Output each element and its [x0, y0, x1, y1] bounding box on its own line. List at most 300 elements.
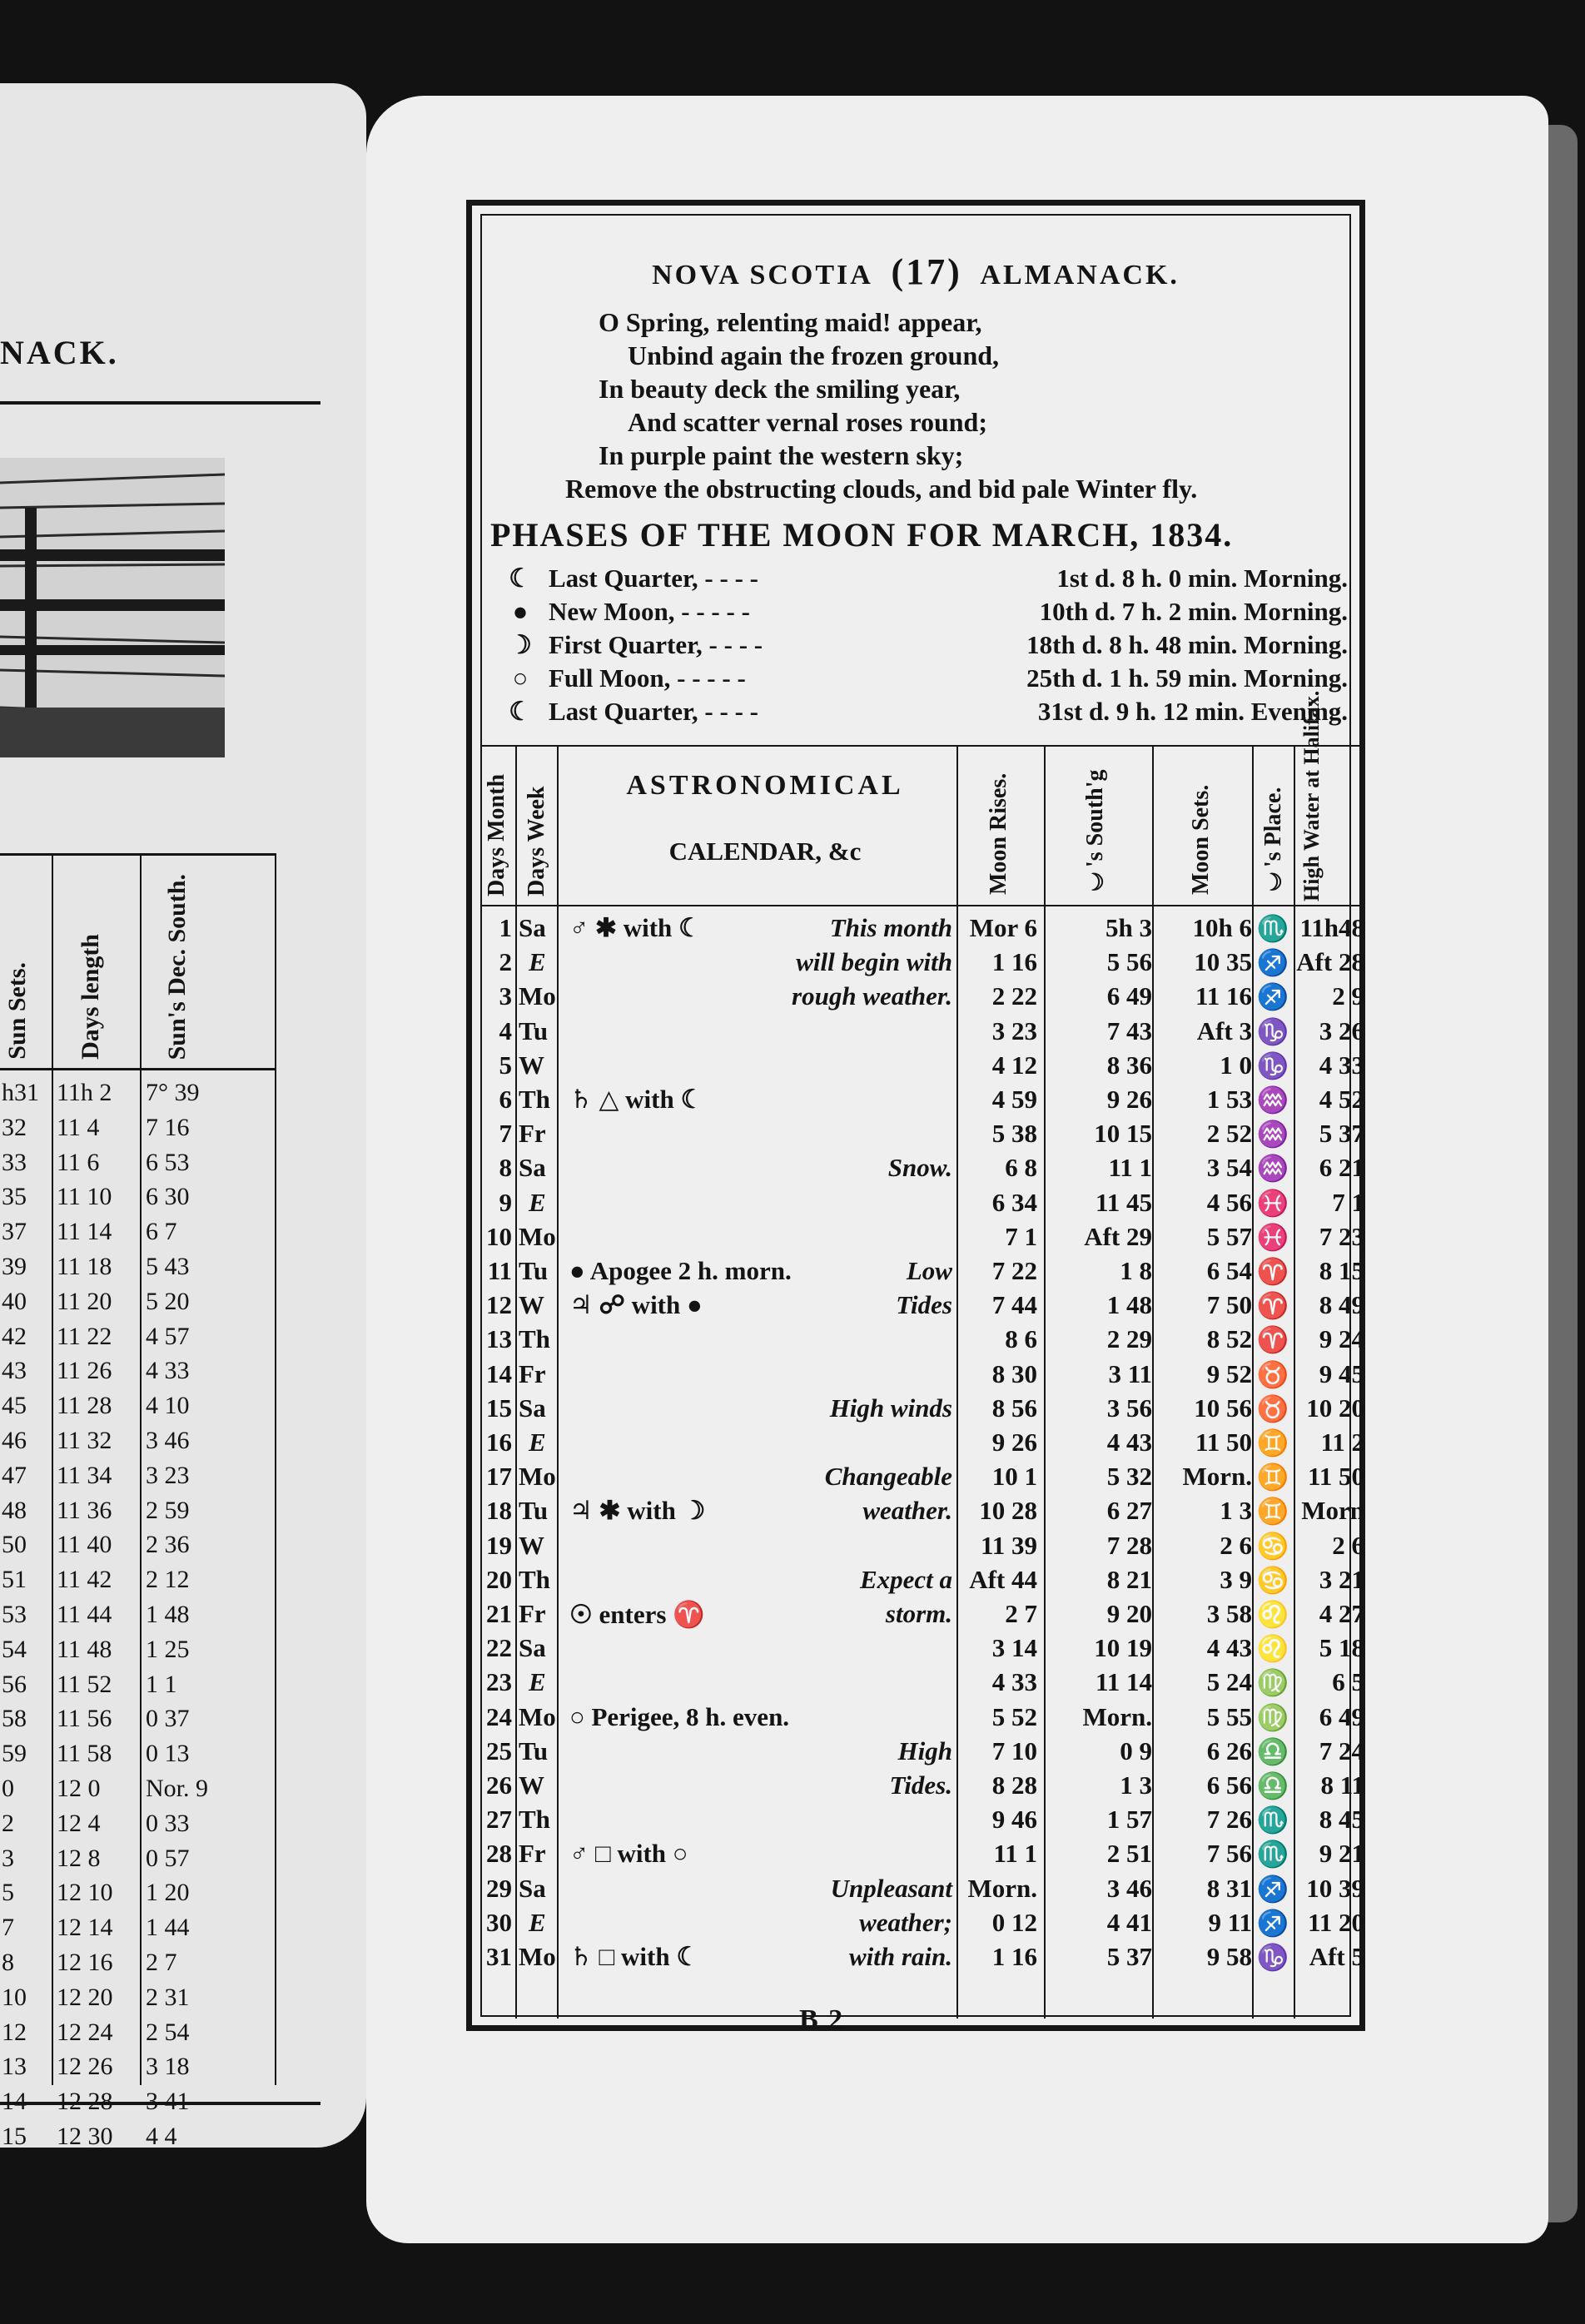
header-right: ALMANACK.	[980, 260, 1180, 290]
left-table-row	[0, 1632, 275, 1667]
page-header	[482, 251, 1349, 293]
moon-place-sign: ♓	[1256, 1188, 1289, 1218]
moon-rises: 0 12	[991, 1907, 1037, 1937]
page-number: (17)	[891, 251, 962, 292]
weather-note: storm.	[885, 1599, 952, 1628]
moon-rises: 2 7	[1005, 1599, 1037, 1628]
moon-phase-name: Last Quarter, - - - -	[549, 697, 758, 726]
moon-sets: 2 52	[1206, 1119, 1252, 1149]
moon-sets: 1 0	[1220, 1050, 1252, 1080]
left-table-cell: 11 6	[57, 1148, 100, 1176]
signature-mark: B 2	[799, 2004, 845, 2035]
day-of-week: Sa	[519, 1153, 546, 1183]
left-table-cell: 4 33	[146, 1357, 190, 1385]
left-table-cell: 53	[2, 1600, 27, 1628]
moon-place-sign: ♑	[1256, 1943, 1289, 1972]
phases-title: PHASES OF THE MOON FOR MARCH, 1834.	[490, 516, 1234, 554]
day-of-week: Mo	[519, 1942, 556, 1971]
moon-place-sign: ♈	[1256, 1291, 1289, 1321]
moon-southing: 5 32	[1106, 1462, 1152, 1492]
moon-phase-time: 1st d. 8 h. 0 min. Morning.	[1056, 564, 1348, 593]
left-table-row	[0, 2119, 275, 2148]
high-water: 8 11	[1320, 1770, 1364, 1800]
moon-sets: 10 35	[1194, 947, 1252, 977]
left-table-row	[0, 1110, 275, 1145]
moon-southing: 3 56	[1106, 1393, 1152, 1423]
left-page-title: NACK.	[0, 334, 119, 371]
moon-sets: Aft 3	[1196, 1016, 1252, 1045]
moon-place-sign: ♐	[1256, 1908, 1289, 1938]
left-table-row	[0, 1736, 275, 1771]
day-of-month: 17	[486, 1462, 512, 1492]
left-table-cell: 46	[2, 1426, 27, 1454]
calendar-row	[482, 1803, 1364, 1837]
left-table-cell: 11 52	[57, 1670, 112, 1698]
poem-line: And scatter vernal roses round;	[628, 407, 987, 437]
high-water: 9 45	[1319, 1358, 1364, 1388]
left-table-cell: 7 16	[146, 1113, 190, 1141]
left-table-row	[0, 1179, 275, 1214]
day-of-month: 30	[486, 1907, 512, 1937]
day-of-week: Mo	[519, 1701, 556, 1731]
left-table-cell: 11 56	[57, 1705, 112, 1733]
moon-place-sign: ♋	[1256, 1565, 1289, 1595]
left-table-cell: 11 20	[57, 1287, 112, 1315]
astronomical-event: ♃ ☍ with ●	[569, 1290, 703, 1320]
left-table-cell: 59	[2, 1740, 27, 1768]
high-water: 7 23	[1319, 1221, 1364, 1251]
moon-southing: 11 14	[1095, 1667, 1152, 1697]
moon-phase-row	[507, 597, 1348, 630]
moon-rises: 4 59	[991, 1085, 1037, 1114]
left-table-cell: 54	[2, 1635, 27, 1663]
day-of-month: 9	[499, 1187, 512, 1217]
moon-southing: 3 11	[1108, 1358, 1152, 1388]
left-table-cell: 43	[2, 1357, 27, 1385]
day-of-month: 16	[486, 1428, 512, 1457]
moon-rises: 4 12	[991, 1050, 1037, 1080]
day-of-week: Th	[519, 1324, 550, 1354]
day-of-week: Sa	[519, 1633, 546, 1663]
day-of-month: 22	[486, 1633, 512, 1663]
left-table-cell: 56	[2, 1670, 27, 1698]
moon-rises: 1 16	[991, 947, 1037, 977]
astronomical-event: ♃ ✱ with ☽	[569, 1496, 706, 1526]
left-table-cell: 12 0	[57, 1774, 101, 1802]
weather-note: Unpleasant	[830, 1873, 952, 1903]
table-top-rule	[482, 745, 1364, 747]
moon-sets: 11 50	[1195, 1428, 1252, 1457]
moon-phase-icon: ●	[512, 597, 529, 626]
day-of-week: Tu	[519, 1256, 549, 1285]
high-water: 11 50	[1307, 1462, 1364, 1492]
left-table-cell: 0 13	[146, 1740, 190, 1768]
moon-southing: 6 27	[1106, 1496, 1152, 1526]
moon-rises: 8 6	[1005, 1324, 1037, 1354]
left-table-row	[0, 1214, 275, 1249]
high-water: 11 20	[1307, 1907, 1364, 1937]
left-table-cell: 15	[2, 2122, 27, 2148]
weather-note: High	[897, 1736, 952, 1765]
left-header-suns-dec: Sun's Dec. South.	[163, 873, 191, 1060]
left-table-cell: 12	[2, 2018, 27, 2046]
calendar-row	[482, 1529, 1364, 1563]
moon-southing: 10 19	[1094, 1633, 1152, 1663]
calendar-row	[482, 1117, 1364, 1151]
left-table-row	[0, 1527, 275, 1562]
astronomical-event: ♄ □ with ☾	[569, 1942, 700, 1971]
left-table-cell: 4 10	[146, 1392, 190, 1420]
left-table-cell: 12 24	[57, 2018, 113, 2046]
moon-southing: 9 26	[1106, 1085, 1152, 1114]
moon-southing: 2 29	[1106, 1324, 1152, 1354]
left-table-cell: 5 20	[146, 1287, 190, 1315]
day-of-month: 27	[486, 1805, 512, 1835]
moon-place-sign: ♓	[1256, 1222, 1289, 1252]
moon-place-sign: ♏	[1256, 1840, 1289, 1870]
moon-rises: Mor 6	[969, 913, 1037, 942]
high-water: 7 1	[1332, 1187, 1364, 1217]
day-of-month: 31	[486, 1942, 512, 1971]
high-water: 8 49	[1319, 1290, 1364, 1320]
calendar-row	[482, 1426, 1364, 1460]
weather-note: weather.	[862, 1496, 952, 1526]
left-table-cell: 11 28	[57, 1392, 112, 1420]
left-table-row	[0, 1075, 275, 1110]
moon-rises: 1 16	[991, 1942, 1037, 1971]
left-table-row	[0, 1980, 275, 2015]
header-calendar: CALENDAR, &c	[668, 837, 862, 866]
day-of-month: 18	[486, 1496, 512, 1526]
left-table-cell: 1 48	[146, 1600, 190, 1628]
calendar-row	[482, 1666, 1364, 1700]
left-table-row	[0, 1319, 275, 1354]
day-of-week: W	[519, 1770, 544, 1800]
high-water: Aft 5	[1309, 1942, 1364, 1971]
left-table-row	[0, 1249, 275, 1284]
high-water: 6 49	[1319, 1701, 1364, 1731]
weather-note: weather;	[859, 1907, 952, 1937]
moon-place-sign: ♍	[1256, 1702, 1289, 1732]
moon-place-sign: ♐	[1256, 948, 1289, 978]
moon-southing: 5h 3	[1106, 913, 1152, 942]
day-of-week: E	[529, 1667, 546, 1697]
left-table-cell: 1 44	[146, 1914, 190, 1942]
moon-phase-icon: ☽	[509, 630, 532, 659]
left-table-cell: 1 25	[146, 1635, 190, 1663]
day-of-month: 10	[486, 1221, 512, 1251]
day-of-month: 7	[499, 1119, 512, 1149]
left-table-cell: 51	[2, 1566, 27, 1594]
day-of-week: Fr	[519, 1839, 546, 1869]
moon-sets: 11 16	[1195, 981, 1252, 1011]
moon-phase-name: New Moon, - - - - -	[549, 597, 750, 626]
moon-rises: 9 26	[991, 1428, 1037, 1457]
almanac-page-frame	[466, 200, 1365, 2031]
high-water: 3 21	[1319, 1564, 1364, 1594]
moon-sets: 7 26	[1206, 1805, 1252, 1835]
calendar-row	[482, 1323, 1364, 1357]
weather-note: rough weather.	[792, 981, 952, 1011]
left-table-row	[0, 1423, 275, 1458]
moon-rises: Aft 44	[969, 1564, 1037, 1594]
moon-sets: 10h 6	[1192, 913, 1252, 942]
moon-phase-icon: ○	[512, 663, 529, 693]
moon-phase-name: Last Quarter, - - - -	[549, 564, 758, 593]
day-of-month: 14	[486, 1358, 512, 1388]
moon-place-sign: ♒	[1256, 1154, 1289, 1184]
day-of-month: 3	[499, 981, 512, 1011]
moon-rises: 8 28	[991, 1770, 1037, 1800]
left-table-cell: 5 43	[146, 1252, 190, 1280]
moon-southing: 8 21	[1106, 1564, 1152, 1594]
moon-rises: 7 22	[991, 1256, 1037, 1285]
moon-place-sign: ♒	[1256, 1120, 1289, 1150]
day-of-month: 8	[499, 1153, 512, 1183]
left-table-cell: 2	[2, 1809, 14, 1837]
moon-rises: 3 14	[991, 1633, 1037, 1663]
left-table-cell: 11 14	[57, 1218, 112, 1246]
weather-note: Tides	[896, 1290, 952, 1320]
day-of-week: Mo	[519, 981, 556, 1011]
left-table-cell: 3	[2, 1844, 14, 1872]
high-water: Morn	[1301, 1496, 1364, 1526]
moon-southing: 0 9	[1120, 1736, 1152, 1765]
moon-southing: 10 15	[1094, 1119, 1152, 1149]
left-table-row	[0, 1806, 275, 1841]
moon-place-sign: ♉	[1256, 1393, 1289, 1423]
moon-sets: 1 3	[1220, 1496, 1252, 1526]
left-table-row	[0, 1945, 275, 1980]
left-table-header	[0, 853, 275, 1070]
header-moon-rises: Moon Rises.	[986, 772, 1011, 895]
left-page	[0, 83, 366, 2148]
day-of-month: 11	[487, 1256, 512, 1285]
high-water: 2 6	[1332, 1530, 1364, 1560]
left-table-cell: 1 20	[146, 1879, 190, 1907]
day-of-week: E	[529, 1907, 546, 1937]
astronomical-event: ♄ △ with ☾	[569, 1085, 704, 1114]
weather-note: with rain.	[848, 1942, 952, 1971]
high-water: 9 24	[1319, 1324, 1364, 1354]
left-table-cell: 48	[2, 1496, 27, 1524]
high-water: 9 21	[1319, 1839, 1364, 1869]
header-moon-south: ☾'s South'g	[1082, 769, 1108, 895]
day-of-week: Th	[519, 1564, 550, 1594]
day-of-week: Mo	[519, 1221, 556, 1251]
left-table-cell: 5	[2, 1879, 14, 1907]
high-water: 5 18	[1319, 1633, 1364, 1663]
left-table-cell: 0 57	[146, 1844, 190, 1872]
moon-southing: 1 57	[1106, 1805, 1152, 1835]
left-header-sun-sets: Sun Sets.	[3, 962, 31, 1060]
left-table-cell: 13	[2, 2053, 27, 2081]
moon-phase-name: Full Moon, - - - - -	[549, 663, 746, 693]
moon-place-sign: ♌	[1256, 1634, 1289, 1664]
moon-place-sign: ♒	[1256, 1085, 1289, 1115]
left-table-row	[0, 1841, 275, 1876]
left-table-cell: 45	[2, 1392, 27, 1420]
left-table-row	[0, 1353, 275, 1388]
moon-place-sign: ♎	[1256, 1771, 1289, 1800]
high-water: 6 21	[1319, 1153, 1364, 1183]
poem-line: Unbind again the frozen ground,	[628, 340, 1000, 370]
day-of-month: 6	[499, 1085, 512, 1114]
left-table-cell: 8	[2, 1948, 14, 1976]
moon-sets: 3 54	[1206, 1153, 1252, 1183]
moon-phase-time: 31st d. 9 h. 12 min. Evening.	[1037, 697, 1348, 726]
moon-place-sign: ♈	[1256, 1257, 1289, 1286]
moon-place-sign: ♐	[1256, 1874, 1289, 1904]
left-table-cell: 11h 2	[57, 1079, 112, 1106]
left-table-cell: 2 54	[146, 2018, 190, 2046]
calendar-row	[482, 1358, 1364, 1392]
left-top-rule	[0, 401, 320, 405]
day-of-month: 2	[499, 947, 512, 977]
day-of-month: 15	[486, 1393, 512, 1423]
day-of-week: W	[519, 1530, 544, 1560]
moon-southing: Morn.	[1082, 1701, 1152, 1731]
moon-southing: 1 48	[1106, 1290, 1152, 1320]
left-table-cell: 7	[2, 1914, 14, 1942]
calendar-row	[482, 1220, 1364, 1254]
header-days-month: Days Month	[484, 773, 509, 896]
moon-phase-time: 10th d. 7 h. 2 min. Morning.	[1039, 597, 1348, 626]
day-of-week: W	[519, 1290, 544, 1320]
high-water: 11h48	[1299, 913, 1364, 942]
left-table-cell: 1 1	[146, 1670, 177, 1698]
day-of-month: 23	[486, 1667, 512, 1697]
left-table-cell: 12 8	[57, 1844, 101, 1872]
day-of-month: 26	[486, 1770, 512, 1800]
calendar-row	[482, 1186, 1364, 1220]
moon-rises: 10 1	[991, 1462, 1037, 1492]
left-table-cell: 11 32	[57, 1426, 112, 1454]
left-table-row	[0, 1875, 275, 1910]
high-water: 3 26	[1319, 1016, 1364, 1045]
moon-southing: 7 43	[1106, 1016, 1152, 1045]
moon-place-sign: ♋	[1256, 1531, 1289, 1561]
moon-southing: 5 37	[1106, 1942, 1152, 1971]
moon-rises: 10 28	[979, 1496, 1037, 1526]
day-of-week: Tu	[519, 1496, 549, 1526]
moon-southing: 1 8	[1120, 1256, 1152, 1285]
high-water: 2 9	[1332, 981, 1364, 1011]
astronomical-event: ● Apogee 2 h. morn.	[569, 1256, 792, 1285]
day-of-month: 5	[499, 1050, 512, 1080]
moon-southing: 7 28	[1106, 1530, 1152, 1560]
astronomical-event: ♂ ✱ with ☾	[569, 913, 702, 942]
day-of-week: Fr	[519, 1599, 546, 1628]
moon-place-sign: ♏	[1256, 1805, 1289, 1835]
calendar-row	[482, 1015, 1364, 1049]
left-table-cell: 50	[2, 1531, 27, 1559]
left-table-cell: 11 34	[57, 1461, 112, 1489]
moon-place-sign: ♊	[1256, 1462, 1289, 1492]
moon-place-sign: ♐	[1256, 982, 1289, 1012]
left-table-cell: 47	[2, 1461, 27, 1489]
left-table-cell: 11 36	[57, 1496, 112, 1524]
moon-rises: 5 38	[991, 1119, 1037, 1149]
day-of-week: Tu	[519, 1016, 549, 1045]
left-table-cell: 39	[2, 1252, 27, 1280]
poem-line: In purple paint the western sky;	[599, 440, 964, 470]
moon-phase-row	[507, 630, 1348, 663]
moon-sets: 6 56	[1206, 1770, 1252, 1800]
weather-note: High winds	[829, 1393, 952, 1423]
moon-rises: 7 10	[991, 1736, 1037, 1765]
day-of-week: Sa	[519, 1393, 546, 1423]
left-table-cell: 12 10	[57, 1879, 113, 1907]
moon-sets: Morn.	[1182, 1462, 1252, 1492]
left-table-cell: 4 4	[146, 2122, 177, 2148]
left-table-cell: 12 30	[57, 2122, 113, 2148]
poem-line: Remove the obstructing clouds, and bid pale Winter fly.	[565, 474, 1198, 504]
moon-southing: Aft 29	[1084, 1221, 1152, 1251]
moon-place-sign: ♑	[1256, 1050, 1289, 1080]
high-water: 10 39	[1306, 1873, 1364, 1903]
day-of-week: Sa	[519, 913, 546, 942]
left-table-cell: 0	[2, 1774, 14, 1802]
left-table-cell: 58	[2, 1705, 27, 1733]
day-of-month: 25	[486, 1736, 512, 1765]
left-table-cell: 6 30	[146, 1183, 190, 1211]
day-of-week: Fr	[519, 1358, 546, 1388]
weather-note: Tides.	[889, 1770, 952, 1800]
day-of-week: E	[529, 1428, 546, 1457]
moon-southing: 1 3	[1120, 1770, 1152, 1800]
left-table-cell: 11 26	[57, 1357, 112, 1385]
left-table-cell: 3 23	[146, 1461, 190, 1489]
moon-southing: 5 56	[1106, 947, 1152, 977]
day-of-week: Th	[519, 1085, 550, 1114]
left-table-row	[0, 1284, 275, 1319]
left-table-cell: 12 14	[57, 1914, 113, 1942]
day-of-week: Fr	[519, 1119, 546, 1149]
left-table-cell: 40	[2, 1287, 27, 1315]
calendar-row	[482, 1631, 1364, 1666]
moon-place-sign: ♑	[1256, 1016, 1289, 1046]
astronomical-event: ☉ enters ♈	[569, 1600, 705, 1629]
moon-sets: 7 50	[1206, 1290, 1252, 1320]
moon-southing: 2 51	[1106, 1839, 1152, 1869]
astronomical-event: ○ Perigee, 8 h. even.	[569, 1701, 790, 1731]
moon-rises: Morn.	[967, 1873, 1037, 1903]
moon-place-sign: ♌	[1256, 1600, 1289, 1629]
left-table-cell: 12 28	[57, 2088, 113, 2116]
left-table-cell: 6 7	[146, 1218, 177, 1246]
day-of-month: 29	[486, 1873, 512, 1903]
left-table-cell: 4 57	[146, 1322, 190, 1350]
moon-sets: 8 31	[1206, 1873, 1252, 1903]
left-table-row	[0, 2049, 275, 2084]
moon-rises: 6 8	[1005, 1153, 1037, 1183]
left-table-row	[0, 2015, 275, 2050]
left-table-cell: 11 22	[57, 1322, 112, 1350]
inner-frame	[480, 214, 1364, 2017]
moon-sets: 5 24	[1206, 1667, 1252, 1697]
left-table-cell: 11 58	[57, 1740, 112, 1768]
left-table-cell: 7° 39	[146, 1079, 200, 1106]
day-of-month: 1	[499, 913, 512, 942]
day-of-month: 12	[486, 1290, 512, 1320]
left-table-cell: 3 46	[146, 1426, 190, 1454]
moon-sets: 9 52	[1206, 1358, 1252, 1388]
high-water: 8 15	[1319, 1256, 1364, 1285]
left-table-row	[0, 1458, 275, 1493]
left-table-cell: 11 44	[57, 1600, 112, 1628]
left-table-cell: 10	[2, 1983, 27, 2011]
